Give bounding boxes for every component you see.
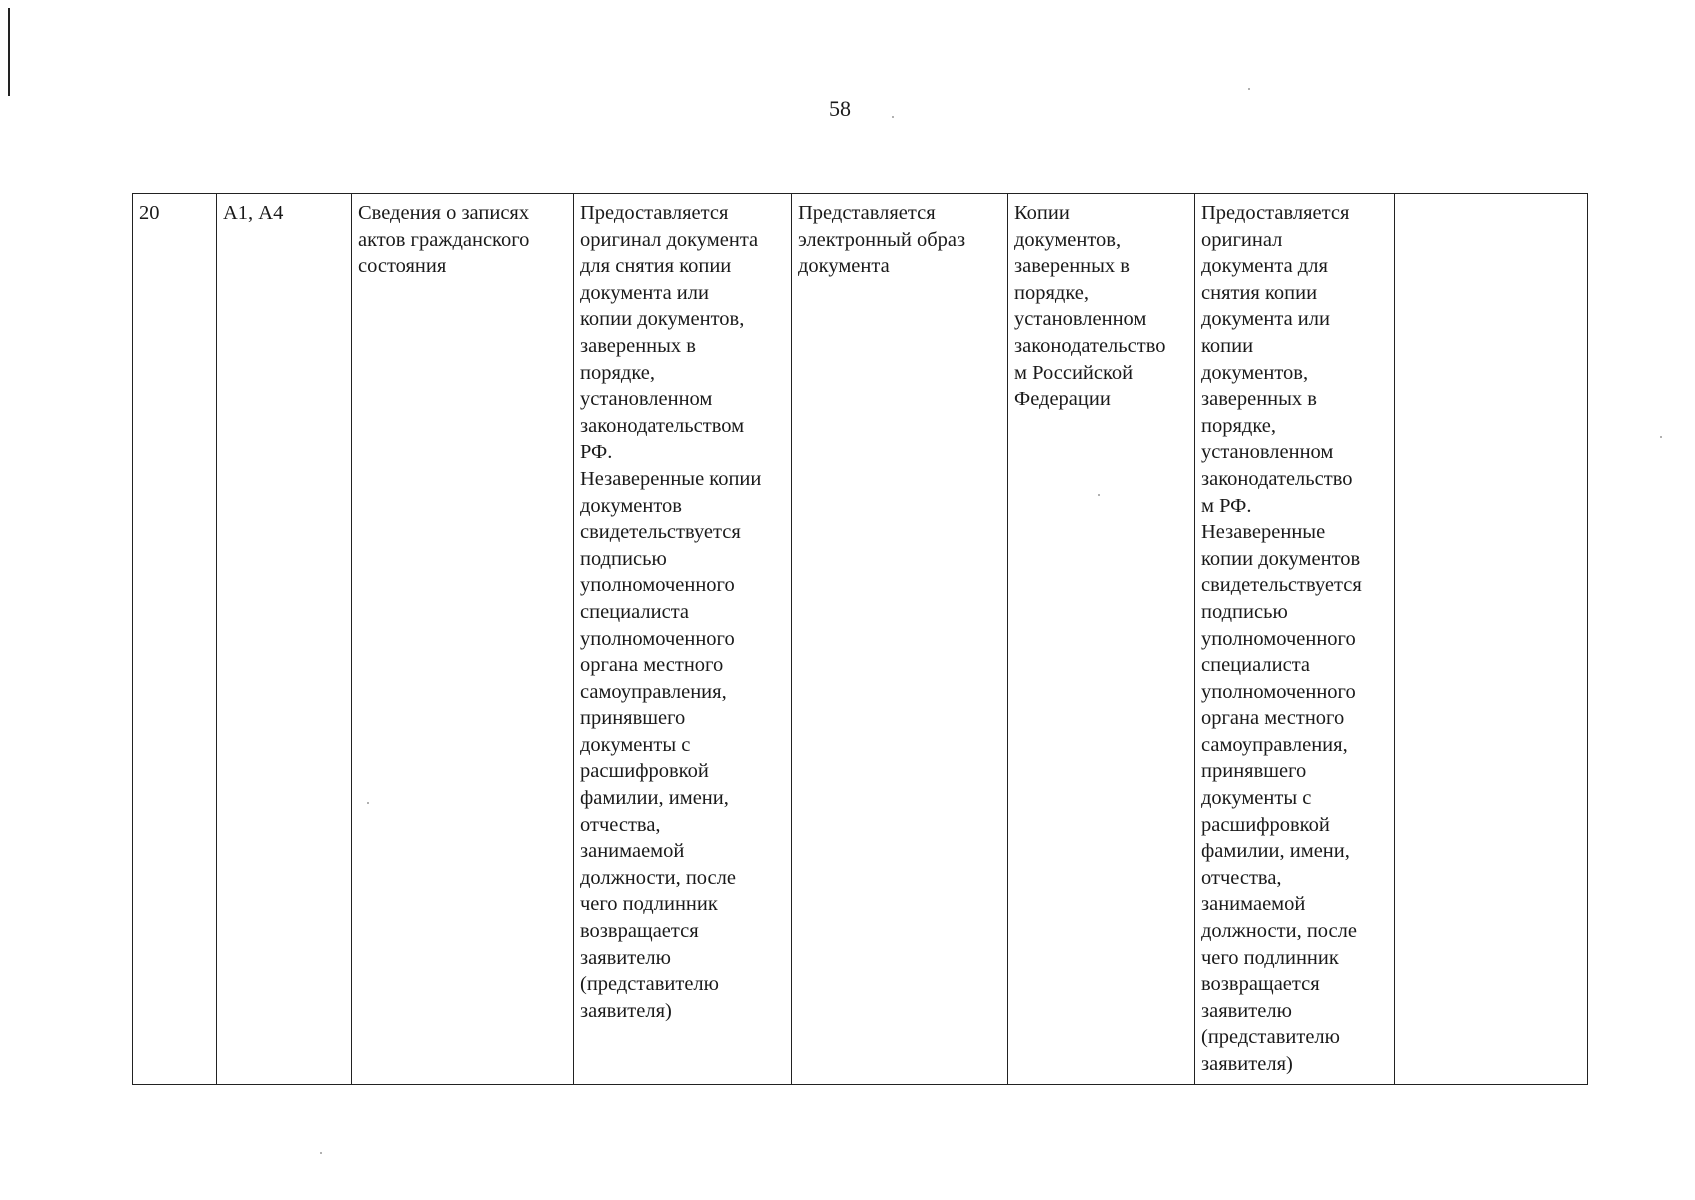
scan-speck — [320, 1152, 322, 1154]
document-table — [132, 193, 1588, 1085]
cell-electronic-document: Представляется электронный образ документа — [792, 194, 1008, 1085]
scan-edge-mark — [8, 8, 10, 96]
scan-speck — [1248, 88, 1250, 90]
cell-original-document: Предоставляется оригинал документа для снятия копии документа или копии документов, заверенных в порядке, установленном законодательством РФ. Незаверенные копии документов свидетельствуется подписью уполномоченного специалиста уполномоченного органа местного самоуправления, принявшего документы с расшифровкой фамилии, имени, отчества, занимаемой должности, после чего подлинник возвращается заявителю (представителю заявителя) — [574, 194, 792, 1085]
scan-speck — [367, 802, 369, 804]
cell-document-name: Сведения о записях актов гражданского состояния — [352, 194, 574, 1085]
cell-code: А1, А4 — [217, 194, 352, 1085]
cell-certified-copies: Копии документов, заверенных в порядке, установленном законодательство м Российской Федерации — [1008, 194, 1195, 1085]
page-number: 58 — [829, 96, 851, 121]
scan-speck — [1098, 494, 1100, 496]
scan-speck — [892, 116, 894, 118]
cell-row-number: 20 — [133, 194, 217, 1085]
table-row — [133, 194, 1588, 1085]
cell-empty — [1395, 194, 1588, 1085]
cell-original-document-2: Предоставляется оригинал документа для снятия копии документа или копии документов, заверенных в порядке, установленном законодательство м РФ. Незаверенные копии документов свидетельствуется подписью уполномоченного специалиста уполномоченного органа местного самоуправления, принявшего документы с расшифровкой фамилии, имени, отчества, занимаемой должности, после чего подлинник возвращается заявителю (представителю заявителя) — [1195, 194, 1395, 1085]
scan-speck — [1660, 436, 1662, 438]
